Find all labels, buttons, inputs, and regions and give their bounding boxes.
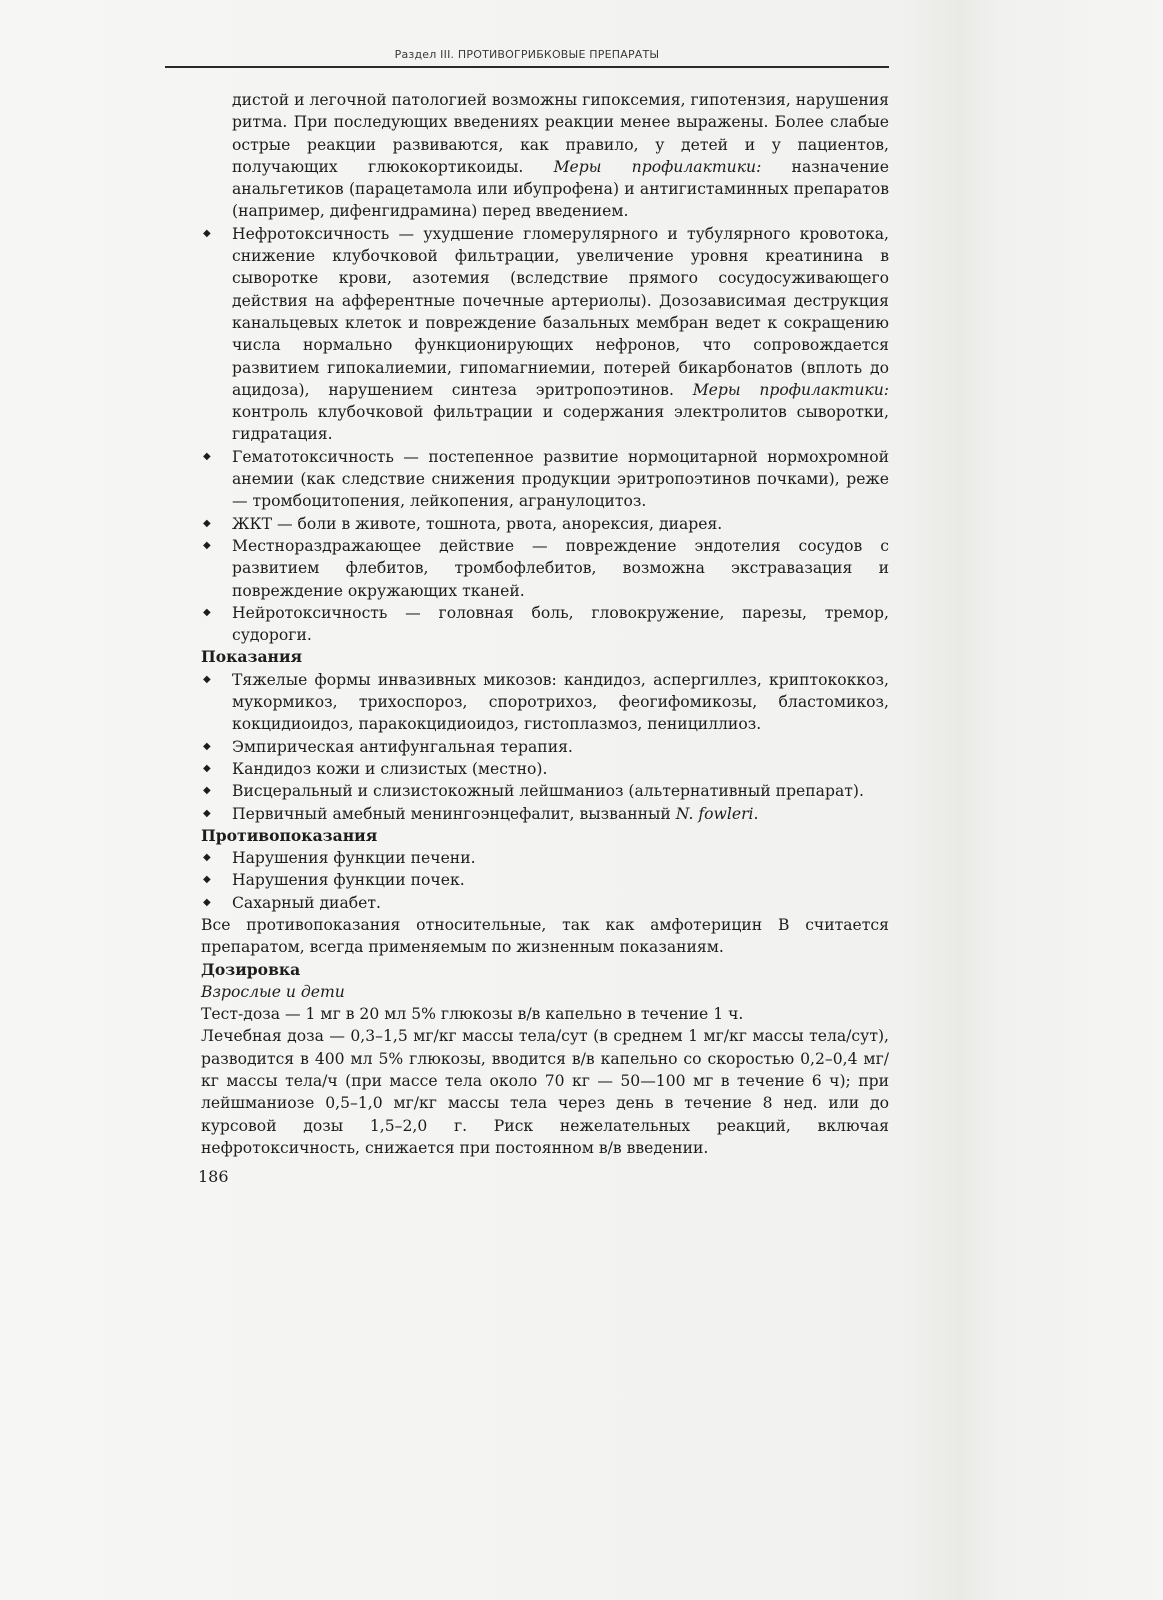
- list-item-indication: [201, 780, 889, 802]
- bullet-icon: ◆: [203, 227, 211, 239]
- bullet-icon: ◆: [203, 450, 211, 462]
- list-item-nephrotoxicity: [201, 223, 889, 446]
- bullet-icon: ◆: [203, 762, 211, 774]
- contraindications-note: Все противопоказания относительные, так как амфотерицин В считается препаратом, всегда применяемым по жизненным показаниям.: [201, 915, 889, 957]
- dosage-subheading: Взрослые и дети: [201, 982, 345, 1001]
- list-item-indication: [201, 736, 889, 758]
- page-number: 186: [198, 1167, 229, 1186]
- list-item-text: Нарушения функции печени.: [232, 849, 476, 868]
- bullet-icon: ◆: [203, 852, 211, 864]
- list-item-tail: контроль клубочковой фильтрации и содержания электролитов сыворотки, гидратация.: [232, 403, 889, 444]
- bullet-icon: ◆: [203, 740, 211, 752]
- list-item-contraindication: [201, 847, 889, 869]
- list-item-text: Нарушения функции почек.: [232, 871, 465, 890]
- list-item-hematotoxicity: [201, 446, 889, 513]
- continued-text-tail: назначение анальгетиков (парацетамола или ибупрофена) и антигистаминных препаратов (например, дифенгидрамина) перед введением.: [232, 157, 889, 221]
- list-item-indication: [201, 758, 889, 780]
- test-dose-paragraph: Тест-доза — 1 мг в 20 мл 5% глюкозы в/в капельно в течение 1 ч.: [201, 1005, 744, 1024]
- list-item-contraindication: [201, 892, 889, 914]
- header-rule: [165, 66, 889, 68]
- list-item-indication: [201, 669, 889, 736]
- list-item-text: ЖКТ — боли в животе, тошнота, рвота, анорексия, диарея.: [232, 514, 723, 533]
- treatment-dose-paragraph: Лечебная доза — 0,3–1,5 мг/кг массы тела/сут (в среднем 1 мг/кг массы тела/сут), разводится в 400 мл 5% глюкозы, вводится в/в капельно со скоростью 0,2–0,4 мг/кг массы тела/ч (при массе тела около 70 кг — 50—100 мг в течение 6 ч); при лейшманиозе 0,5–1,0 мг/кг массы тела через день в течение 8 нед. или до курсовой дозы 1,5–2,0 г. Риск нежелательных реакций, включая нефротоксичность, снижается при постоянном в/в введении.: [201, 1027, 889, 1157]
- section-heading-dosage: Дозировка: [201, 959, 301, 979]
- list-item-indication: [201, 803, 889, 825]
- list-item-gi: [201, 513, 889, 535]
- list-item-text: Гематотоксичность — постепенное развитие нормоцитарной нормохромной анемии (как следствие снижения продукции эритропоэтинов почками), реже — тромбоцитопения, лейкопения, агранулоцитоз.: [232, 447, 889, 511]
- list-item-local-irritation: [201, 535, 889, 602]
- bullet-icon: ◆: [203, 517, 211, 529]
- list-item-text: Нейротоксичность — головная боль, гловокружение, парезы, тремор, судороги.: [232, 603, 889, 645]
- page-header: [165, 48, 889, 68]
- list-item-text: Висцеральный и слизистокожный лейшманиоз (альтернативный препарат).: [232, 782, 864, 801]
- section-heading-contraindications: Противопоказания: [201, 825, 378, 845]
- organism-name: N. fowleri: [675, 804, 754, 823]
- running-head: Раздел III. ПРОТИВОГРИБКОВЫЕ ПРЕПАРАТЫ: [394, 48, 660, 61]
- list-item-text: Кандидоз кожи и слизистых (местно).: [232, 759, 548, 778]
- bullet-icon: ◆: [203, 606, 211, 618]
- bullet-icon: ◆: [203, 874, 211, 886]
- bullet-icon: ◆: [203, 896, 211, 908]
- list-item-text: Тяжелые формы инвазивных микозов: кандидоз, аспергиллез, криптококкоз, мукормикоз, трихоспороз, споротрихоз, феогифомикозы, бластомикоз, кокцидиоидоз, паракокцидиоидоз, гистоплазмоз, пенициллиоз.: [232, 670, 889, 734]
- bullet-icon: ◆: [203, 539, 211, 551]
- continued-text: дистой и легочной патологией возможны гипоксемия, гипотензия, нарушения ритма. При последующих введениях реакции менее выражены. Более слабые острые реакции развиваются, как правило, у детей и у пациентов, получающих глюкокортикоиды.: [232, 91, 889, 176]
- bullet-icon: ◆: [203, 785, 211, 797]
- list-item-text: Нефротоксичность — ухудшение гломерулярного и тубулярного кровотока, снижение клубочковой фильтрации, увеличение уровня креатинина в сыворотке крови, азотемия (вследствие прямого сосудосуживающего действия на афферентные почечные артериолы). Дозозависимая деструкция канальцевых клеток и повреждение базальных мембран ведет к сокращению числа нормально функционирующих нефронов, что сопровождается развитием гипокалиемии, гипомагниемии, потерей бикарбонатов (вплоть до ацидоза), нарушением синтеза эритропоэтинов.: [232, 224, 889, 399]
- prevention-label: Меры профилактики:: [692, 380, 889, 399]
- list-item-text: Эмпирическая антифунгальная терапия.: [232, 737, 573, 756]
- list-item-text: Первичный амебный менингоэнцефалит, вызванный: [232, 804, 671, 823]
- list-item-neurotoxicity: [201, 602, 889, 647]
- list-item-contraindication: [201, 869, 889, 891]
- section-heading-indications: Показания: [201, 647, 303, 667]
- prevention-label: Меры профилактики:: [553, 157, 762, 176]
- page-body: [201, 89, 889, 1159]
- list-item-tail: .: [753, 804, 759, 823]
- bullet-icon: ◆: [203, 673, 211, 685]
- bullet-icon: ◆: [203, 807, 211, 819]
- list-item-text: Местнораздражающее действие — повреждение эндотелия сосудов с развитием флебитов, тромбофлебитов, возможна экстравазация и повреждение окружающих тканей.: [232, 536, 889, 600]
- list-item-text: Сахарный диабет.: [232, 893, 381, 912]
- continued-bullet-text: [201, 89, 889, 223]
